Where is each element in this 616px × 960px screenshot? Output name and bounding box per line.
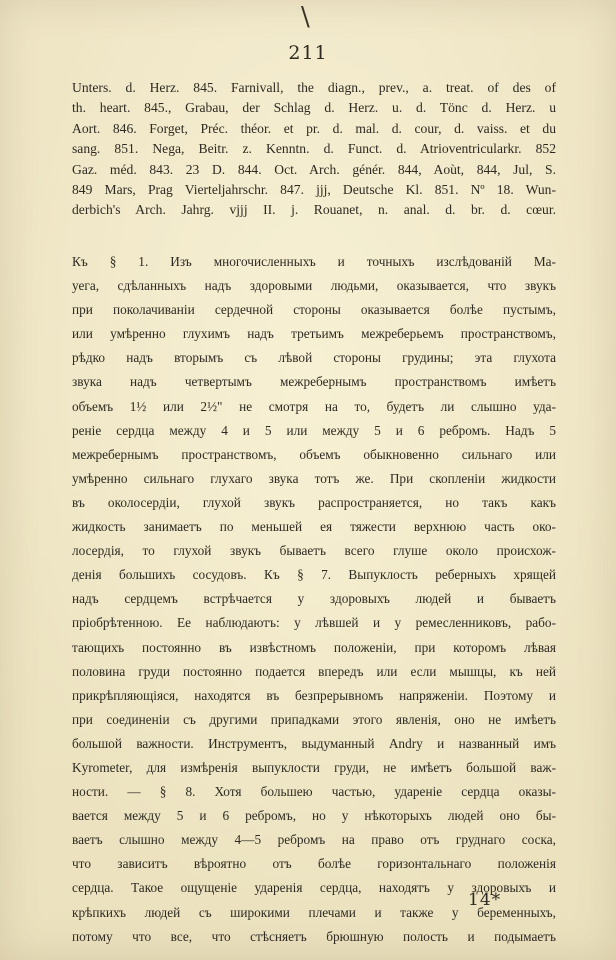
text-line: Kyrometer, для измѣренія выпуклости груди, не имѣетъ большой важ- (72, 759, 556, 775)
bibliography-block (72, 78, 556, 221)
text-line: пріобрѣтенною. Ее наблюдаютъ: у лѣвшей и у ремесленниковъ, рабо- (72, 615, 556, 631)
bibliography-line: th. heart. 845., Grabau, der Schlag d. Herz. u. d. Tönc d. Herz. u (72, 100, 556, 116)
text-line: потому что все, что стѣсняетъ брюшную полость и подымаетъ (72, 928, 556, 944)
page-number: 211 (288, 42, 328, 64)
text-line: лосердія, то глухой звукъ бываетъ всего глуше около происхож- (72, 543, 556, 559)
text-line: что зависитъ вѣроятно отъ болѣе горизонтальнаго положенія (72, 856, 556, 872)
bibliography-line: derbich's Arch. Jahrg. vjjj II. j. Rouanet, n. anal. d. br. d. cœur. (72, 202, 556, 218)
text-line: ности. — § 8. Хотя большею частью, удареніе сердца оказы- (72, 784, 556, 800)
text-line: или умѣренно глухимъ надъ третьимъ межреберьемъ пространствомъ, (72, 326, 556, 342)
text-line: половина груди постоянно подается впередъ или если мышцы, къ ней (72, 663, 556, 679)
bibliography-line: Aort. 846. Forget, Préc. théor. et pr. d. mal. d. cour, d. vaiss. et du (72, 120, 556, 136)
text-line: уега, сдѣланныхъ надъ здоровыми людьми, оказывается, что звукъ (72, 278, 556, 294)
text-line: большой важности. Инструментъ, выдуманный Andry и названный имъ (72, 735, 556, 751)
text-line: при поколачиваніи сердечной стороны оказывается болѣе пустымъ, (72, 302, 556, 318)
bibliography-line: 849 Mars, Prag Vierteljahrschr. 847. jjj, Deutsche Kl. 851. Nº 18. Wun- (72, 182, 556, 198)
corner-mark: \ (301, 2, 310, 32)
text-line: межребернымъ пространствомъ, объемъ обыкновенно сильнаго или (72, 446, 556, 462)
bibliography-line: sang. 851. Nega, Beitr. z. Kenntn. d. Funct. d. Atrioventricularkr. 852 (72, 141, 556, 157)
text-line: рѣдко надъ вторымъ съ лѣвой стороны грудины; эта глухота (72, 350, 556, 366)
text-line: денія большихъ сосудовъ. Къ § 7. Выпуклость реберныхъ хрящей (72, 567, 556, 583)
text-line: сердца. Такое ощущеніе ударенія сердца, находятъ у здоровыхъ и (72, 880, 556, 896)
text-line: объемъ 1½ или 2½" не смотря на то, будетъ ли слышно уда- (72, 398, 556, 414)
text-line: крѣпкихъ людей съ широкими плечами и также у беременныхъ, (72, 904, 556, 920)
body-text (72, 250, 556, 949)
text-line: въ околосердіи, глухой звукъ распространяется, но такъ какъ (72, 494, 556, 510)
text-line: Къ § 1. Изъ многочисленныхъ и точныхъ изслѣдованій Ма- (72, 254, 556, 269)
text-line: тающихъ постоянно въ извѣстномъ положеніи, при которомъ лѣвая (72, 639, 556, 655)
text-line: ваетъ слышно между 4—5 ребромъ на право отъ груднаго соска, (72, 832, 556, 848)
signature-mark: 14* (468, 890, 502, 910)
text-line: вается между 5 и 6 ребромъ, но у нѣкоторыхъ людей оно бы- (72, 808, 556, 824)
text-line: реніе сердца между 4 и 5 или между 5 и 6 ребромъ. Надъ 5 (72, 422, 556, 438)
bibliography-line: Gaz. méd. 843. 23 D. 844. Oct. Arch. génér. 844, Aoùt, 844, Jul, S. (72, 161, 556, 177)
text-line: умѣренно сильнаго глухаго звука тотъ же. При скопленіи жидкости (72, 470, 556, 486)
text-line: жидкость занимаетъ по меньшей ея тяжести верхнюю часть око- (72, 519, 556, 535)
text-line: прикрѣпляющіяся, находятся въ безпрерывномъ напряженіи. Поэтому и (72, 687, 556, 703)
text-line: надъ сердцемъ встрѣчается у здоровыхъ людей и бываетъ (72, 591, 556, 607)
bibliography-line: Unters. d. Herz. 845. Farnivall, the diagn., prev., a. treat. of des of (72, 80, 556, 95)
text-line: звука надъ четвертымъ межребернымъ пространствомъ имѣетъ (72, 374, 556, 390)
text-line: при соединеніи съ другими припадками этого явленія, оно не имѣетъ (72, 711, 556, 727)
